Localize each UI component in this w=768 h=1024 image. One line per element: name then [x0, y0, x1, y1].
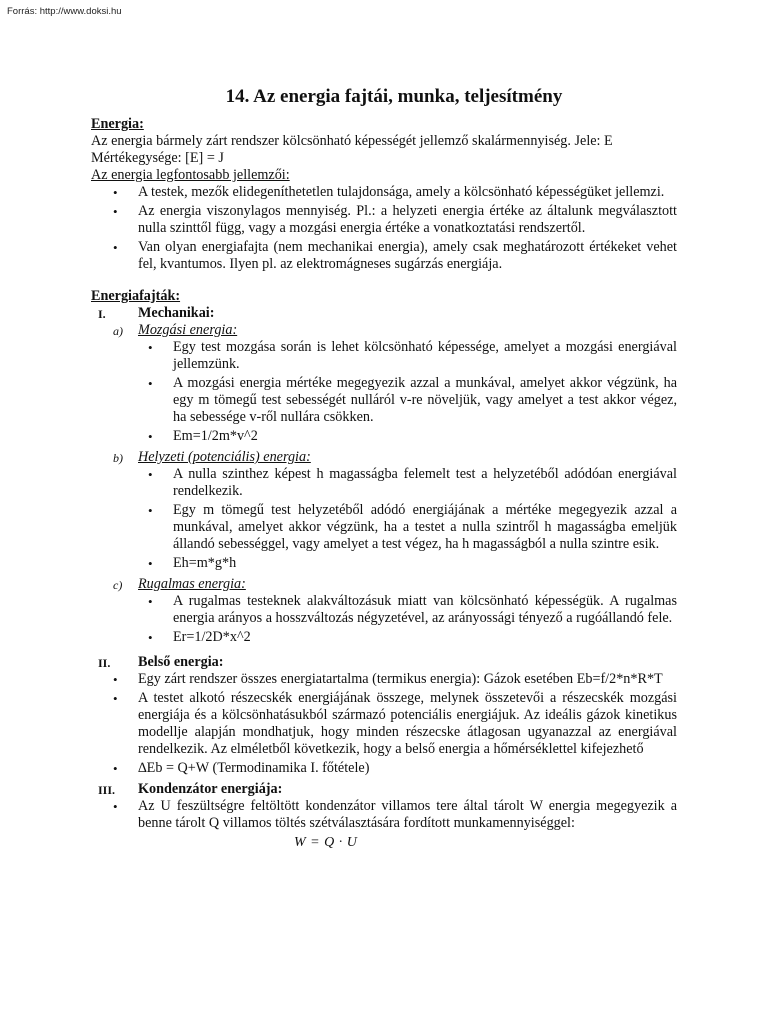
section-belso — [91, 654, 677, 671]
kondenzator-list — [91, 798, 677, 832]
list-item: • Em=1/2m*v^2 — [91, 428, 677, 445]
list-item: • Egy test mozgása során is lehet kölcsönható képessége, amelyet a mozgási energiával jellemzünk. — [91, 339, 677, 373]
subsection-mozgasi — [91, 322, 677, 339]
energia-unit: Mértékegysége: [E] = J — [91, 150, 224, 166]
list-item: • Egy zárt rendszer összes energiatartalma (termikus energia): Gázok esetében Eb=f/2*n*R*T — [91, 671, 677, 688]
subsection-title: Mozgási energia: — [138, 322, 238, 338]
document-page — [91, 86, 677, 854]
helyzeti-list — [91, 466, 677, 572]
list-item: • Van olyan energiafajta (nem mechanikai energia), amely csak meghatározott értékeket vehet fel, kvantumos. Ilyen pl. az elektromágneses sugárzás energiája. — [91, 239, 677, 273]
list-item: • A testet alkotó részecskék energiájának összege, melynek összetevői a részecskék mozgási energiája és a kölcsönhatásukból származó potenciális energiájuk. Az ideális gázok kinetikus modellje alapján mondhatjuk, hogy minden részecske átlagosan ugyanazzal az energiával rendelkezik. Az elméletből következik, hogy a belső energia a hőmérséklettel kifejezhető — [91, 690, 677, 758]
section-number: III. — [98, 783, 116, 797]
list-item: • Eh=m*g*h — [91, 555, 677, 572]
subsection-number: c) — [113, 578, 123, 592]
source-url: Forrás: http://www.doksi.hu — [7, 6, 122, 17]
energia-definition: Az energia bármely zárt rendszer kölcsönható képességét jellemző skalármennyiség. Jele: E — [91, 133, 613, 149]
subsection-rugalmas — [91, 576, 677, 593]
belso-list — [91, 671, 677, 777]
section-number: II. — [98, 656, 111, 670]
formula-text: W = Q · U — [294, 835, 358, 850]
subsection-number: b) — [113, 451, 123, 465]
list-item: • Az U feszültségre feltöltött kondenzátor villamos tere által tárolt W energia megegyezik a benne tárolt Q villamos töltés szétválasztására fordított munkamennyiséggel: — [91, 798, 677, 832]
section-kondenzator — [91, 781, 677, 798]
mozgasi-list — [91, 339, 677, 445]
section-title: Mechanikai: — [138, 305, 215, 321]
capacitor-energy-formula — [91, 834, 677, 854]
list-item: • A mozgási energia mértéke megegyezik azzal a munkával, amelyet akkor végzünk, ha egy m tömegű test sebességét nulláról v-re növeljük, vagy amelyet a test akkor végez, ha sebessége v-ről nullára csökken. — [91, 375, 677, 426]
list-item: • A rugalmas testeknek alakváltozásuk miatt van kölcsönható képességük. A rugalmas energia arányos a hosszváltozás négyzetével, az arányossági tényező a rugóállandó fele. — [91, 593, 677, 627]
subsection-number: a) — [113, 324, 123, 338]
section-title: Kondenzátor energiája: — [138, 781, 283, 797]
energia-props-heading: Az energia legfontosabb jellemzői: — [91, 167, 290, 183]
list-item: • Er=1/2D*x^2 — [91, 629, 677, 646]
section-mechanikai — [91, 305, 677, 322]
energiafajtak-heading: Energiafajták: — [91, 288, 181, 304]
subsection-title: Rugalmas energia: — [138, 576, 246, 592]
subsection-helyzeti — [91, 449, 677, 466]
section-title: Belső energia: — [138, 654, 224, 670]
rugalmas-list — [91, 593, 677, 646]
list-item: • ∆Eb = Q+W (Termodinamika I. főtétele) — [91, 760, 677, 777]
section-number: I. — [98, 307, 106, 321]
subsection-title: Helyzeti (potenciális) energia: — [138, 449, 311, 465]
list-item: • A testek, mezők elidegeníthetetlen tulajdonsága, amely a kölcsönható képességüket jellemzi. — [91, 184, 677, 201]
list-item: • Egy m tömegű test helyzetéből adódó energiájának a mértéke megegyezik azzal a munkával, amelyet akkor végzünk, ha a testet a nulla szintről h magasságba emeljük állandó sebességgel, vagy amelyet a test végez, ha h magasságból a nulla szintre esik. — [91, 502, 677, 553]
list-item: • A nulla szinthez képest h magasságba felemelt test a helyzetéből adódóan energiával rendelkezik. — [91, 466, 677, 500]
list-item: • Az energia viszonylagos mennyiség. Pl.: a helyzeti energia értéke az általunk megválasztott nulla szinttől függ, vagy a mozgási energia értéke a vonatkoztatási rendszertől. — [91, 203, 677, 237]
energia-props-list — [91, 184, 677, 273]
energia-heading: Energia: — [91, 116, 144, 132]
page-title: 14. Az energia fajtái, munka, teljesítmény — [225, 86, 563, 107]
